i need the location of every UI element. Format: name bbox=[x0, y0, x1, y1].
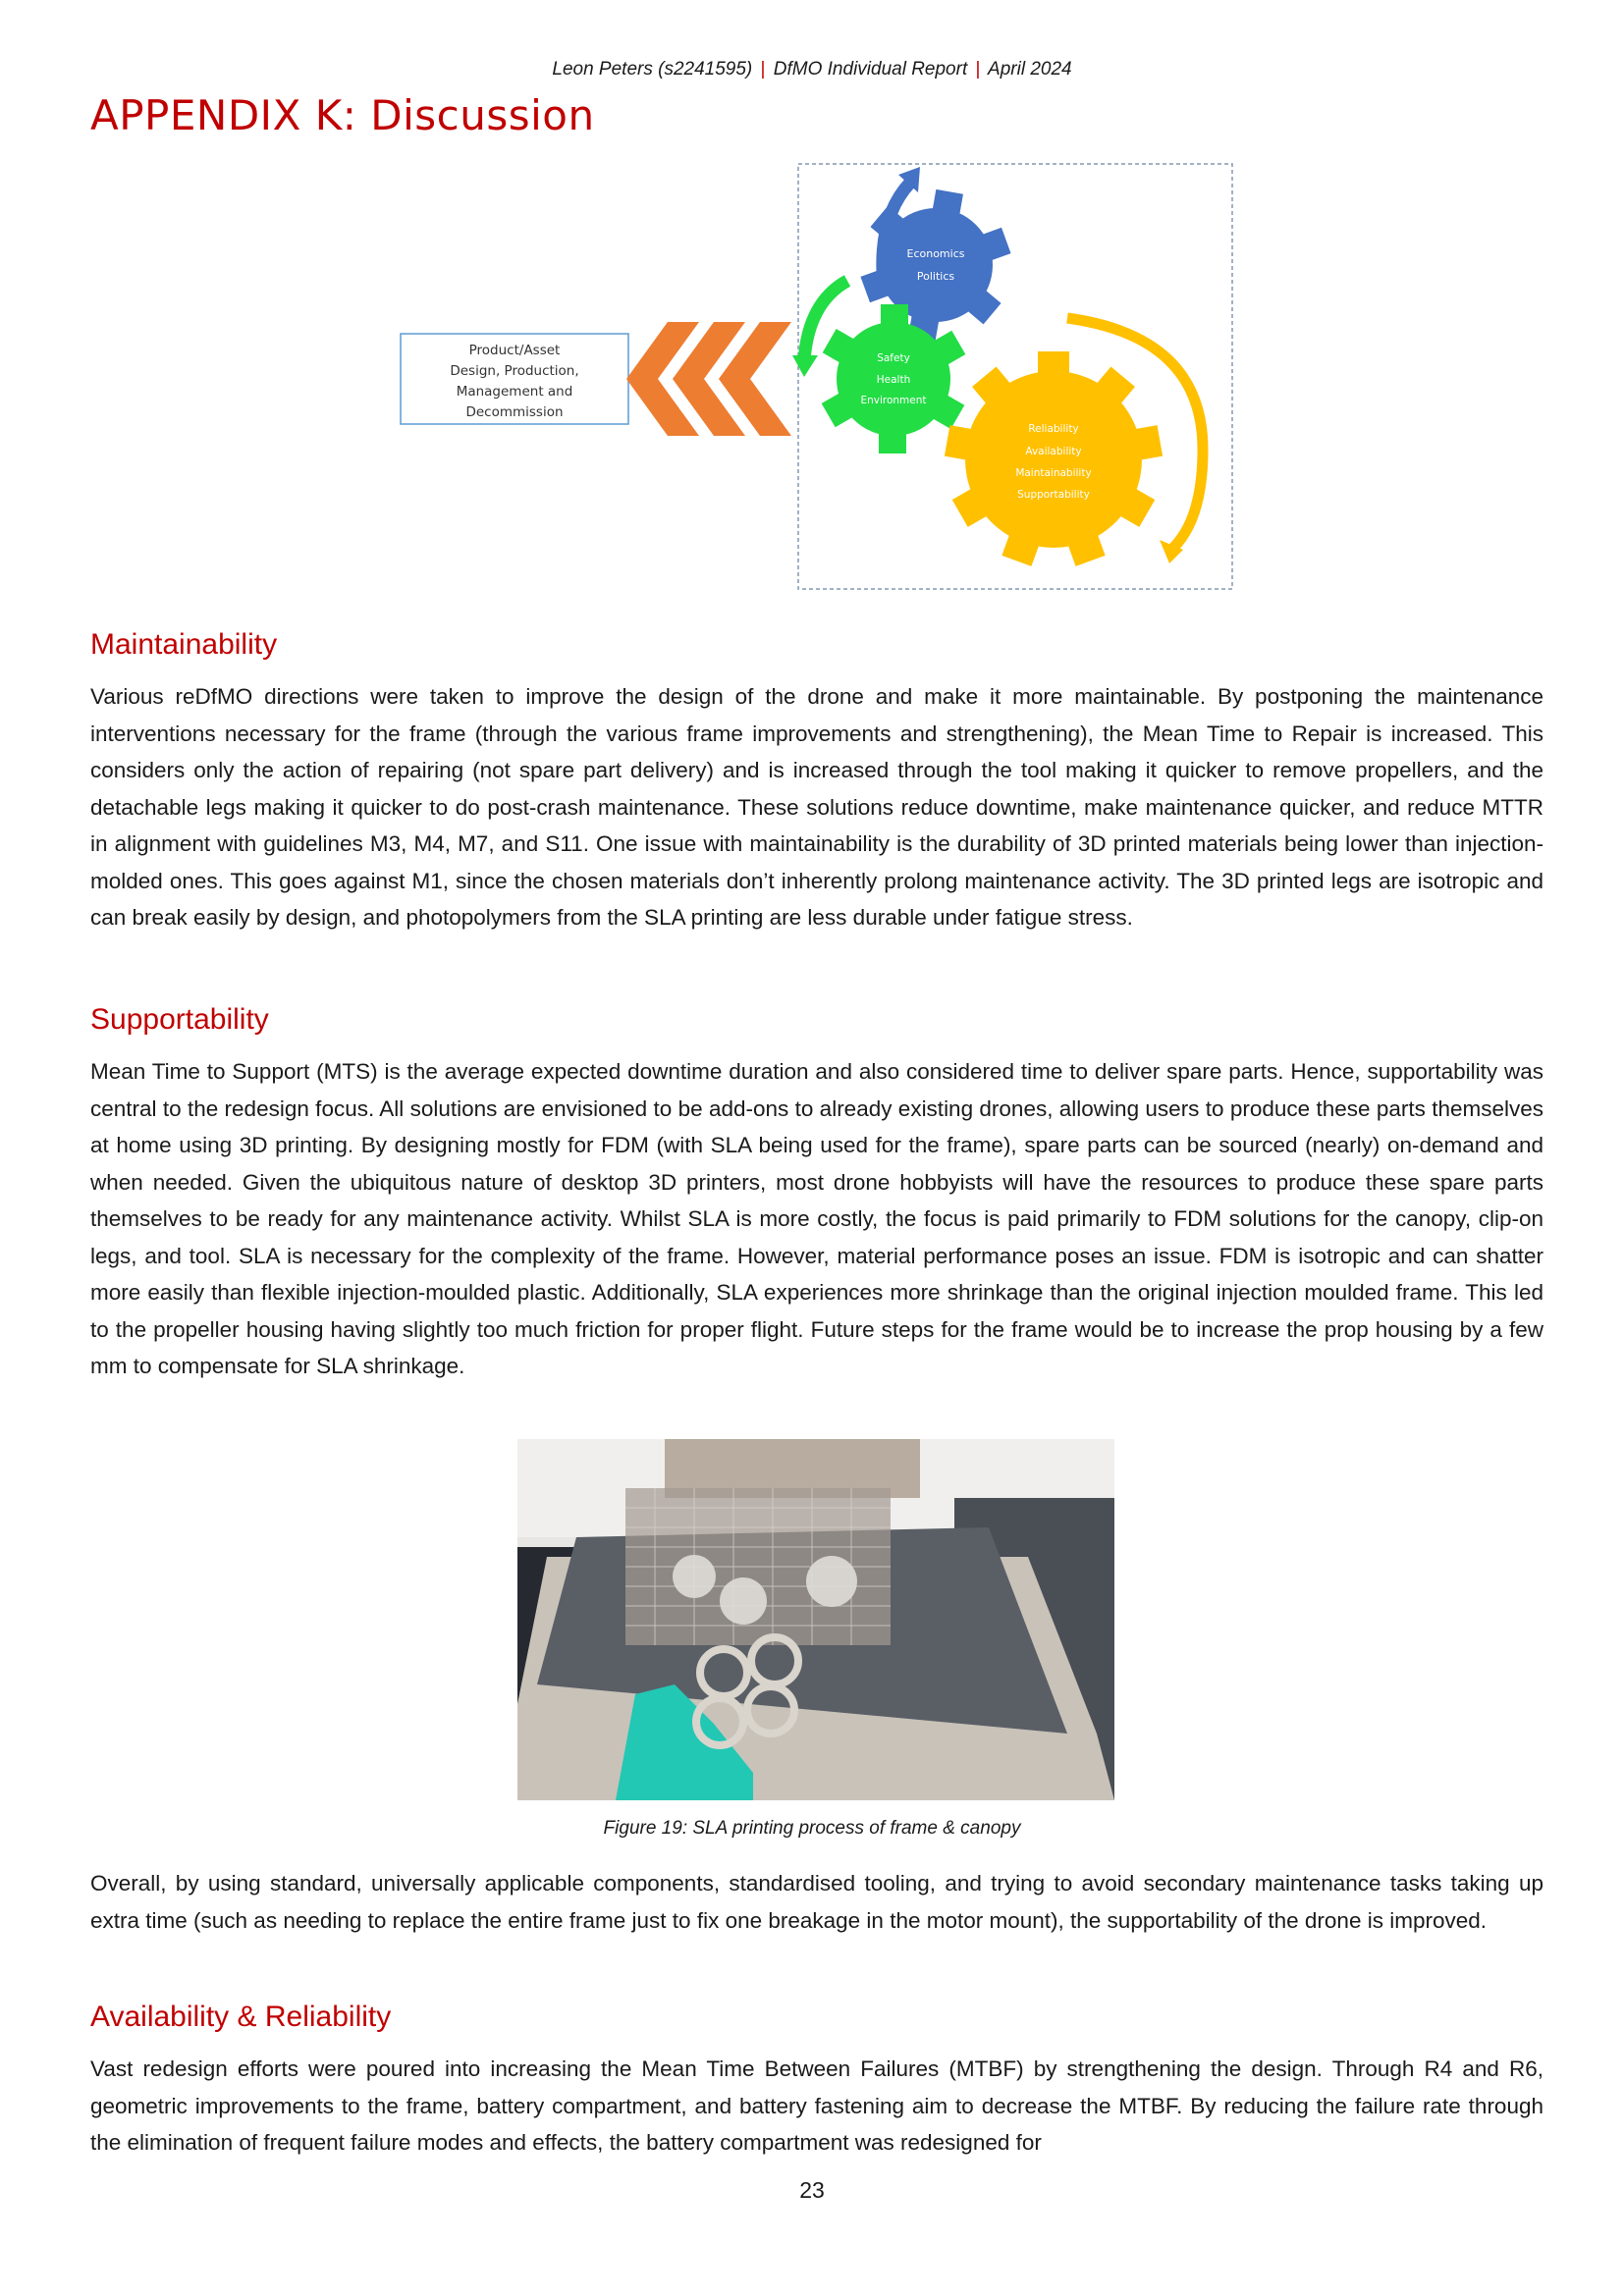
header-separator: | bbox=[975, 59, 981, 80]
svg-text:Availability: Availability bbox=[1025, 446, 1082, 457]
page-number: 23 bbox=[799, 2177, 825, 2203]
shemramps-gear-diagram bbox=[398, 155, 1237, 592]
running-header bbox=[0, 59, 1624, 80]
green-gear-icon bbox=[822, 304, 966, 454]
svg-text:Supportability: Supportability bbox=[1017, 489, 1090, 501]
svg-text:Management and: Management and bbox=[456, 384, 573, 400]
svg-text:Reliability: Reliability bbox=[1028, 423, 1079, 435]
header-author: Leon Peters (s2241595) bbox=[552, 59, 753, 80]
paragraph-supportability-conclusion: Overall, by using standard, universally applicable components, standardised tooling, and trying to avoid secondary maintenance tasks taking up extra time (such as needing to replace the entire frame just to fix one breakage in the motor mount), the supportability of the drone is improved. bbox=[90, 1871, 1543, 1933]
figure-caption: Figure 19: SLA printing process of frame & canopy bbox=[603, 1818, 1021, 1839]
svg-text:Health: Health bbox=[876, 374, 911, 386]
heading-supportability: Supportability bbox=[90, 1003, 269, 1036]
svg-text:Decommission: Decommission bbox=[465, 404, 564, 420]
svg-text:Politics: Politics bbox=[916, 270, 955, 283]
header-report: DfMO Individual Report bbox=[773, 59, 968, 80]
heading-availability-reliability: Availability & Reliability bbox=[90, 2001, 392, 2033]
paragraph-supportability: Mean Time to Support (MTS) is the average expected downtime duration and also considered time to deliver spare parts. Hence, supportability was central to the redesign focus. All solutions are envisioned to be add-ons to already existing drones, allowing users to produce these parts themselves at home using 3D printing. By designing mostly for FDM (with SLA being used for the frame), spare parts can be sourced (nearly) on-demand and when needed. Given the ubiquitous nature of desktop 3D printers, most drone hobbyists will have the resources to produce these spare parts themselves to be ready for any maintenance activity. Whilst SLA is more costly, the focus is paid primarily to FDM solutions for the canopy, clip-on legs, and tool. SLA is necessary for the complexity of the frame. However, material performance poses an issue. FDM is isotropic and can shatter more easily than flexible injection-moulded plastic. Additionally, SLA experiences more shrinkage than the original injection moulded frame. This led to the propeller housing having slightly too much friction for proper flight. Future steps for the frame would be to increase the prop housing by a few mm to compensate for SLA shrinkage. bbox=[90, 1059, 1543, 1378]
figure-19-photo bbox=[517, 1439, 1114, 1800]
svg-text:Economics: Economics bbox=[906, 247, 965, 260]
yellow-gear-icon bbox=[945, 351, 1163, 566]
svg-text:Product/Asset: Product/Asset bbox=[468, 343, 561, 358]
svg-text:Safety: Safety bbox=[877, 352, 910, 364]
product-asset-box bbox=[401, 334, 628, 424]
page-title: APPENDIX K: Discussion bbox=[90, 91, 595, 139]
paragraph-maintainability: Various reDfMO directions were taken to improve the design of the drone and make it more maintainable. By postponing the maintenance interventions necessary for the frame (through the various frame improvements and strengthening), the Mean Time to Repair is increased. This considers only the action of repairing (not spare part delivery) and is increased through the tool making it quicker to remove propellers, and the detachable legs making it quicker to do post-crash maintenance. These solutions reduce downtime, make maintenance quicker, and reduce MTTR in alignment with guidelines M3, M4, M7, and S11. One issue with maintainability is the durability of 3D printed materials being lower than injection-molded ones. This goes against M1, since the chosen materials don’t inherently prolong maintenance activity. The 3D printed legs are isotropic and can break easily by design, and photopolymers from the SLA printing are less durable under fatigue stress. bbox=[90, 684, 1543, 930]
svg-text:Design, Production,: Design, Production, bbox=[450, 363, 579, 379]
header-separator: | bbox=[760, 59, 766, 80]
svg-text:Environment: Environment bbox=[860, 395, 927, 406]
svg-text:Maintainability: Maintainability bbox=[1015, 467, 1092, 479]
header-date: April 2024 bbox=[988, 59, 1072, 80]
heading-maintainability: Maintainability bbox=[90, 628, 278, 661]
chevron-arrows-icon bbox=[626, 322, 791, 436]
paragraph-availability-reliability: Vast redesign efforts were poured into increasing the Mean Time Between Failures (MTBF) by strengthening the design. Through R4 and R6, geometric improvements to the frame, battery compartment, and battery fastening aim to decrease the MTBF. By reducing the failure rate through the elimination of frequent failure modes and effects, the battery compartment was redesigned for bbox=[90, 2056, 1543, 2155]
